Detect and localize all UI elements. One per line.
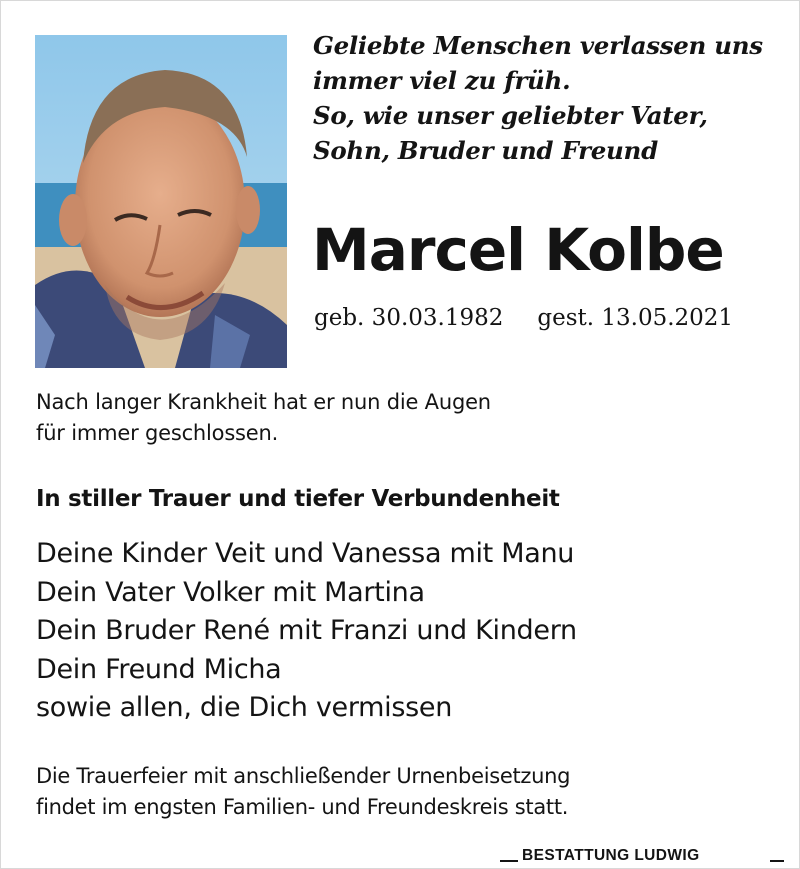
portrait-photo (35, 35, 287, 368)
deceased-name: Marcel Kolbe (312, 216, 724, 284)
mourner-line: Dein Vater Volker mit Martina (36, 576, 425, 608)
mourner-line: sowie allen, die Dich vermissen (36, 692, 453, 723)
intro-line: für immer geschlossen. (36, 421, 279, 445)
birth-date: geb. 30.03.1982 (314, 305, 504, 331)
undertaker-name: BESTATTUNG LUDWIG (522, 847, 700, 864)
quote-line: Sohn, Bruder und Freund (313, 136, 658, 165)
service-line: Die Trauerfeier mit anschließender Urnenbeisetzung (36, 764, 571, 788)
mourners-list (36, 535, 776, 728)
mourner-line: Deine Kinder Veit und Vanessa mit Manu (36, 538, 575, 569)
quote-line: So, wie unser geliebter Vater, (313, 101, 708, 130)
quote-line: immer viel zu früh. (313, 66, 571, 95)
portrait-illustration (35, 35, 287, 368)
memorial-quote (313, 28, 783, 168)
life-dates (314, 300, 774, 336)
intro-line: Nach langer Krankheit hat er nun die Augen (36, 390, 491, 414)
service-info (36, 761, 776, 823)
death-date: gest. 13.05.2021 (537, 305, 734, 331)
service-line: findet im engsten Familien- und Freundeskreis statt. (36, 795, 569, 819)
mourner-line: Dein Bruder René mit Franzi und Kindern (36, 615, 577, 646)
quote-line: Geliebte Menschen verlassen uns (313, 31, 763, 60)
undertaker-rule-right (770, 860, 784, 862)
undertaker-rule-left (500, 860, 518, 862)
mourning-heading: In stiller Trauer und tiefer Verbundenheit (36, 486, 560, 512)
intro-text (36, 387, 656, 449)
mourner-line: Dein Freund Micha (36, 653, 282, 685)
